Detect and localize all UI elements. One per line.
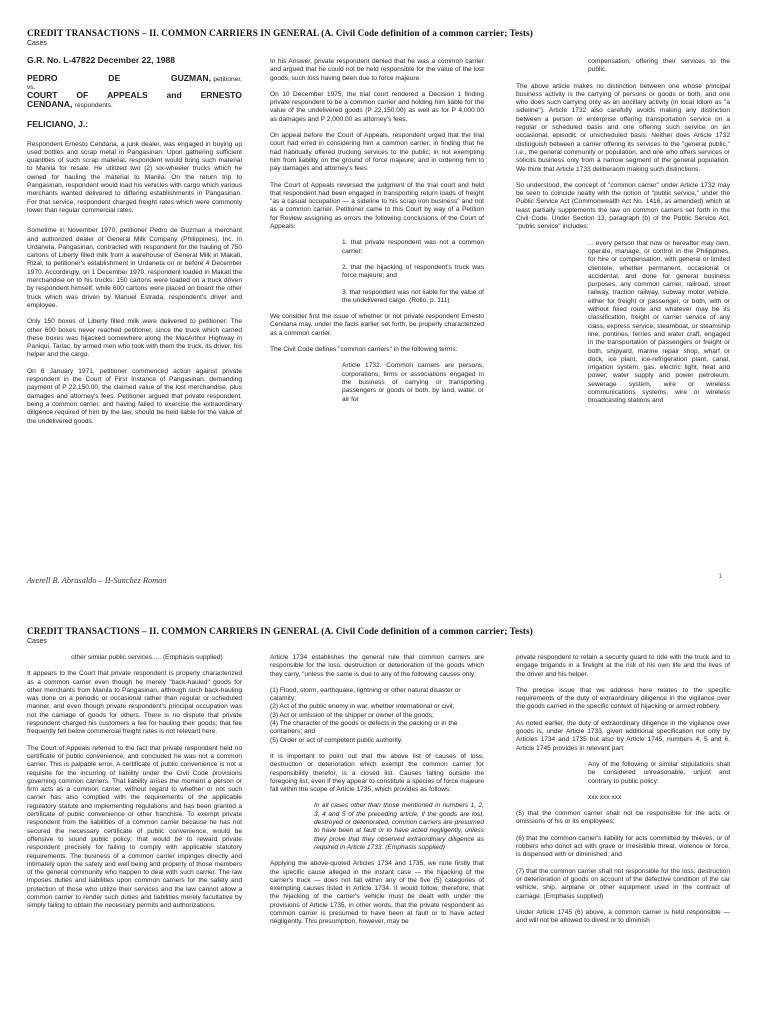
elision-marker: xxx xxx xxx [588,793,622,801]
running-header: CREDIT TRANSACTIONS – II. COMMON CARRIERS IN GENERAL (A. Civil Code definition of a common carrier; Tests) [27,28,533,38]
paragraph: private respondent to retain a security guard to ride with the truck and to engage brigands in a firelight at the risk of his own life and the lives of the driver and his helper. [516,654,730,678]
page1-column-2 [270,58,484,412]
list-item: 2. that the hijacking of respondent's truck was force majeure; and [342,263,484,280]
page-number: 1 [718,574,722,580]
exempting-causes-list [270,687,484,745]
list-item: (5) that the common carrier shall not be responsible for the acts or omissions of his or its employees; [516,810,730,826]
party-word: CENDANA, [27,99,73,110]
block-quote: compensation, offering their services to the public. [588,58,730,74]
paragraph: Under Article 1745 (6) above, a common carrier is held responsible — and will not be allowed to divest or to diminish [516,908,730,925]
list-item: (6) that the common carrier's liability for acts committed by thieves, or of robbers who donot act with grave or irresistible threat, violence or force, is dispensed with or diminished; and [516,834,730,859]
paragraph: Only 150 boxes of Liberty filled milk were delivered to petitioner. The other 600 boxes never reached petitioner, since the truck which carried these boxes was hijacked somewhere along the MacArthur Highway in Paniqui, Tarlac, by armed men who took with them the truck, its driver, his helper and the cargo. [27,318,242,359]
list-item: (1) Flood, storm, earthquake, lightning or other natural disaster or calamity; [270,686,461,703]
party-word: COURT [27,90,58,101]
paragraph: Applying the above-quoted Articles 1734 and 1735, we note firstly that the specific cause alleged in the instant case — the hijacking of the carrier's truck — does not fall within any of the five (5) categories of exempting causes listed in Article 1734. It would follow, therefore, that the hijacking of the carrier's vehicle must be dealt with under the provisions of Article 1735, in other words, that the private respondent as common carrier is presumed to have been at fault or to have acted negligently. This presumption, however, may be [270,860,484,926]
running-subheader: Cases [27,638,47,645]
case-number: G.R. No. L-47822 December 22, 1988 [27,55,176,65]
list-item: (7) that the common carrier shall not responsible for the loss, destruction or deterioration of goods on account of the defective condition of the car vehicle, ship, airplane or other equipment used in the contract of carriage. (Emphasis supplied) [516,867,730,900]
block-quote: Article 1732. Common carriers are persons, corporations, firms or associations engaged in the business of carrying or transporting passengers or goods or both, by land, water, or air for [342,362,484,403]
footer-author: Averell B. Abrasaldo – II-Sanchez Roman [27,576,167,585]
petitioner-line [27,74,242,84]
paragraph: Sometime in November 1970, petitioner Pedro de Guzman a merchant and authorized dealer of General Milk Company (Philippines), Inc. in Urdaneta, Pangasinan, contracted with respondent for the hauling of 750 cartons of Liberty filled milk from a warehouse of General Milk in Makati, Rizal, to petitioner's establishment in Urdaneta on or before 4 December 1970. Accordingly, on 1 December 1970, respondent loaded in Makati the merchandise on to his trucks: 150 cartons were loaded on a truck driven by respondent himself, while 600 cartons were placed on board the other truck which was driven by Manuel Estrada, respondent's driver and employee. [27,227,242,309]
ponente: FELICIANO, J.: [27,119,89,130]
versus: vs. [27,84,36,92]
block-quote: Any of the following or similar stipulations shall be considered unreasonable, unjust and contrary to public policy: [588,760,730,785]
running-subheader: Cases [27,40,47,47]
paragraph: The above article makes no distinction between one whose principal business activity is the carrying of persons or goods or both, and one who does such carrying only as an ancillary activity (in local Idiom as "a sideline"). Article 1732 also carefully avoids making any distinction between a person or enterprise offering transportation service on a regular or scheduled basis and one offering such service on an occasional, episodic or unscheduled basis. Neither does Article 1732 distinguish between a carrier offering its services to the "general public," i.e., the general community or population, and one who offers services or solicits business only from a narrow segment of the general population. We think that Article 1733 deliberaom making such distinctions. [516,82,730,173]
party-word: DE [108,73,121,84]
block-quote: ... every person that now or hereafter may own, operate, manage, or control in the Philippines, for hire or compensation, with general or limited clientele, whether permanent, occasional or accidental, and done for general business purposes, any common carrier, railroad, street railway, traction railway, subway motor vehicle, either for freight or passenger, or both, with or without fixed route and whatever may be its classification, freight or carrier service of any class, express service, steamboat, or steamship line, pontines, ferries and water craft, engaged in the transportation of passengers or freight or both, shipyard, marine repair shop, wharf or dock, ice plant, ice-refrigeration plant, canal, irrigation system, gas, electric light, heat and power, water supply and power petroleum, sewerage system, wire or wireless communications systems, wire or wireless broadcasting stations and [588,239,730,405]
paragraph: It is important to point out that the above list of causes of loss, destruction or deterioration which exempt the common carrier for responsibility therefor, is a closed list. Causes falling outside the foregoing list, even if they appear to constitute a species of force majeure fall within the scope of Article 1735, which provides as follows: [270,752,484,794]
paragraph: We consider first the issue of whether or not private respondent Ernesto Cendana may, under the facts earlier set forth, be properly characterized as a common carrier. [270,313,484,337]
document-page-2 [0,598,768,1024]
page2-column-2 [270,654,484,935]
paragraph: It appears to the Court that private respondent is properly characterized as a common carrier even though he merely "back-hauled" goods for other merchants from Manila to Pangasinan, although such back-hauling was done on a periodic or occasional rather than regular or scheduled manner, and even though private respondent's principal occupation was not the carriage of goods for others. There is no dispute that private respondent charged his customers a fee for hauling their goods; that fee frequently fell below commercial freight rates is not relevant here. [27,670,242,736]
page1-column-1 [27,56,242,434]
running-header: CREDIT TRANSACTIONS – II. COMMON CARRIERS IN GENERAL (A. Civil Code definition of a common carrier; Tests) [27,626,533,636]
party-word: OF [76,90,89,101]
page2-column-3 [516,654,730,933]
party-role: respondents. [74,102,113,110]
list-item: (3) Act or omission of the shipper or owner of the goods; [270,711,434,719]
page2-column-1 [27,654,242,919]
paragraph: Article 1734 establishes the general rule that common carriers are responsible for the loss, destruction or deterioration of the goods which they carry, "unless the same is due to any of the following causes only: [270,654,484,678]
paragraph: The Civil Code defines "common carriers" in the following terms: [270,346,458,354]
party-role: petitioner, [213,76,242,84]
paragraph: Respondent Ernesto Cendana, a junk dealer, was engaged in buying up used bottles and scrap metal in Pangasinan. Upon gathering sufficient quantities of such scrap material, respondent would bring such material to Manila for resale. He utilized two (2) six-wheeler trucks which he owned for hauling the material to Manila. On the return trip to Pangasinan, respondent would load his vehicles with cargo which various merchants wanted delivered to differing establishments in Pangasinan. For that service, respondent charged freight rates which were commonly lower than regular commercial rates. [27,140,242,214]
party-word: APPEALS [107,90,148,101]
list-item: (2) Act of the public enemy in war, whether international or civil; [270,703,455,711]
block-quote: In all cases other than those mentioned in numbers 1, 2, 3, 4 and 5 of the preceding article, if the goods are lost, destroyed or deteriorated, common carriers are presumed to have been at fault or to have acted negligently, unless they prove that they observed extraordinary diligence as required in Article 1733. (Emphasis supplied) [314,802,484,851]
page1-column-3 [516,58,730,414]
party-word: and [166,90,182,101]
paragraph: The Court of Appeals referred to the fact that private respondent held no certificate of public convenience, and concluded he was not a common carrier. This is palpable error. A certificate of public convenience is not a requisite for the incurring of liability under the Civil Code provisions governing common carriers. That liability arises the moment a person or firm acts as a common carrier, without regard to whether or not such carrier has also complied with the requirements of the applicable regulatory statute and implementing regulations and has been granted a certificate of public convenience or other franchise. To exempt private respondent from the liabilities of a common carrier because he has not secured the necessary certificate of public convenience, would be offensive to sound public policy; that would be to reward private respondent precisely for failing to comply with applicable statutory requirements. The business of a common carrier impinges directly and intimately upon the safety and well being and property of those members of the general community who happen to deal with such carrier. The law imposes duties and liabilities upon common carriers for the safety and protection of those who utilize their services and the law cannot allow a common carrier to render such duties and liabilities merely facultative by simply failing to obtain the necessary permits and authorizations. [27,744,242,910]
party-word: PEDRO [27,73,58,84]
list-item: 3. that respondent was not liable for the value of the undelivered cargo. (Rollo, p. 111) [342,288,484,304]
block-quote: other similar public services. ... (Emphasis supplied) [71,654,223,661]
paragraph: On 10 December 1975, the trial court rendered a Decision 1 finding private respondent to be a common carrier and holding him liable for the value of the undelivered goods (P 22,150.00) as well as for P 4,000.00 as damages and P 2,000.00 as attorney's fees. [270,90,484,123]
list-item: 1. that private respondent was not a common carrier; [342,239,484,255]
respondent-line-2 [27,100,242,110]
paragraph: In his Answer, private respondent denied that he was a common carrier and argued that he could not be held responsible for the value of the lost goods, such loss having been due to force majeure. [270,58,484,82]
paragraph: As noted earlier, the duty of extraordinary diligence in the vigilance over goods is, under Article 1733, given additional specification not only by Articles 1734 and 1735 but also by Article 1745, numbers 4, 5 and 6, Article 1745 provides in relevant part: [516,719,730,752]
party-word: GUZMAN, [170,73,211,84]
paragraph: The Court of Appeals reversed the judgment of the trial court and held that respondent had been engaged in transporting return loads of freight "as a casual occupation — a sideline to his scrap iron business" and not as a common carrier. Petitioner came to this Court by way of a Petition for Review assigning as errors the following conclusions of the Court of Appeals: [270,181,484,231]
paragraph: The precise issue that we address here relates to the specific requirements of the duty of extraordinary diligence in the vigilance over the goods carried in the specific context of hijacking or armed robbery. [516,686,730,711]
list-item: (4) The character of the goods or defects in the packing or in the containers; and [270,720,458,736]
paragraph: So understood, the concept of "common carrier" under Article 1732 may be seen to coincide neatly with the notion of "public service," under the Public Service Act (Commonwealth Act No. 1416, as amended) which at least partially supplements the law on common carriers set forth in the Civil Code. Under Section 13, paragraph (b) of the Public Service Act, "public service" includes: [516,181,730,231]
party-word: ERNESTO [200,90,242,101]
list-item: (5) Order or act of competent public authority. [270,736,403,744]
paragraph: On 6 January 1971, petitioner commenced action against private respondent in the Court of First Instance of Pangasinan, demanding payment of P 22,150.00, the claimed value of the lost merchandise, plus damages and attorney's fees. Petitioner argued that private respondent, being a common carrier, and having failed to exercise the extraordinary diligence required of him by the law, should be held liable for the value of the undelivered goods. [27,367,242,425]
paragraph: On appeal before the Court of Appeals, respondent urged that the trial court had erred in considering him a common carrier; in finding that he had habitually offered trucking services to the public; in not exempting him from liability on the ground of force majeure; and in ordering him to pay damages and attorney's fees. [270,132,484,173]
